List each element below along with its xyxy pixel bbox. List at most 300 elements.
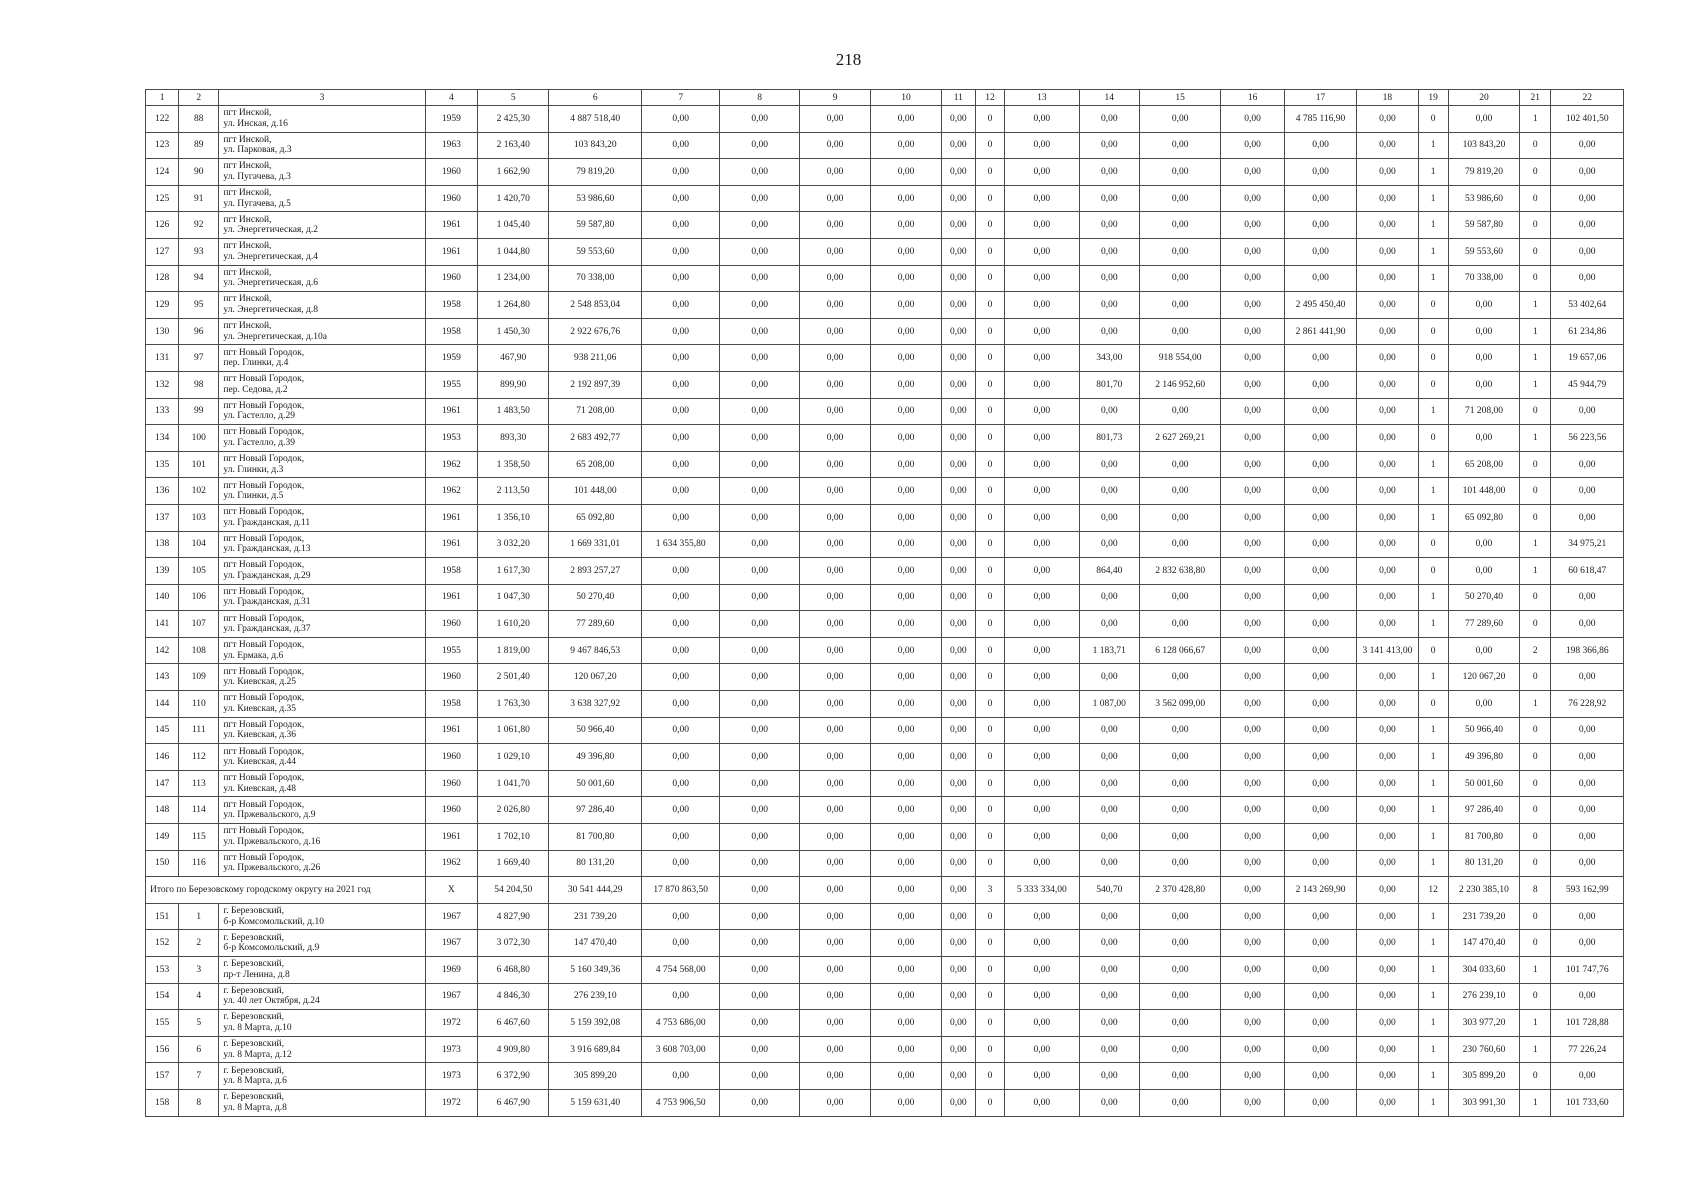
sub-number-cell: 6 — [179, 1036, 219, 1063]
value-cell: 0 — [1418, 371, 1448, 398]
address-locality: г. Березовский, — [223, 1092, 285, 1103]
value-cell: 0,00 — [720, 903, 799, 930]
value-cell: 1 — [1520, 691, 1551, 718]
value-cell: 0,00 — [1284, 238, 1356, 265]
value-cell: 0,00 — [1357, 664, 1418, 691]
value-cell: 65 092,80 — [1448, 504, 1519, 531]
value-cell: 0,00 — [1221, 106, 1284, 133]
value-cell: 0,00 — [1221, 292, 1284, 319]
row-number-cell: 157 — [146, 1063, 179, 1090]
row-number-cell: 125 — [146, 185, 179, 212]
value-cell: 4 753 906,50 — [641, 1089, 719, 1116]
address-cell — [219, 159, 425, 186]
table-row — [146, 478, 1624, 505]
value-cell: 0 — [975, 717, 1004, 744]
value-cell: 0 — [975, 930, 1004, 957]
value-cell: 1 044,80 — [477, 238, 548, 265]
value-cell: 0,00 — [1221, 451, 1284, 478]
address-street: ул. Энергетическая, д.4 — [223, 251, 319, 262]
address-cell — [219, 930, 425, 957]
value-cell: 0,00 — [641, 797, 719, 824]
value-cell: 0 — [1520, 983, 1551, 1010]
address-street: ул. 8 Марта, д.10 — [223, 1022, 292, 1033]
table-row — [146, 691, 1624, 718]
value-cell: 0,00 — [1005, 398, 1079, 425]
address-locality: пгт Инской, — [223, 108, 272, 119]
value-cell: 1 — [1418, 398, 1448, 425]
value-cell: 1960 — [425, 744, 477, 771]
address-cell — [219, 824, 425, 851]
value-cell: 0,00 — [799, 957, 870, 984]
value-cell: 79 819,20 — [1448, 159, 1519, 186]
value-cell: 198 366,86 — [1551, 637, 1624, 664]
address-locality: пгт Инской, — [223, 134, 272, 145]
value-cell: 0,00 — [1357, 1036, 1418, 1063]
value-cell: 0,00 — [871, 770, 941, 797]
row-number-cell: 145 — [146, 717, 179, 744]
value-cell: 0,00 — [799, 345, 870, 372]
value-cell: 0,00 — [1079, 132, 1139, 159]
value-cell: 0,00 — [641, 850, 719, 877]
value-cell: 0,00 — [1221, 797, 1284, 824]
column-header: 4 — [425, 90, 477, 106]
address-street: ул. Киевская, д.44 — [223, 757, 297, 768]
value-cell: 0,00 — [1079, 584, 1139, 611]
value-cell: 65 208,00 — [1448, 451, 1519, 478]
value-cell: 0,00 — [941, 238, 975, 265]
value-cell: 230 760,60 — [1448, 1036, 1519, 1063]
sub-number-cell: 108 — [179, 637, 219, 664]
address-locality: пгт Инской, — [223, 267, 272, 278]
value-cell: 1961 — [425, 398, 477, 425]
row-number-cell: 134 — [146, 425, 179, 452]
value-cell: 0,00 — [799, 478, 870, 505]
value-cell: 0,00 — [1284, 611, 1356, 638]
value-cell: 0,00 — [1284, 637, 1356, 664]
address-locality: г. Березовский, — [223, 985, 285, 996]
value-cell: 0,00 — [799, 425, 870, 452]
table-row — [146, 398, 1624, 425]
table-row — [146, 1063, 1624, 1090]
row-number-cell: 153 — [146, 957, 179, 984]
value-cell: 61 234,86 — [1551, 318, 1624, 345]
value-cell: 1 — [1520, 1010, 1551, 1037]
value-cell: 2 548 853,04 — [549, 292, 642, 319]
value-cell: 0,00 — [941, 1063, 975, 1090]
value-cell: 9 467 846,53 — [549, 637, 642, 664]
value-cell: 0,00 — [641, 744, 719, 771]
value-cell: 0 — [975, 504, 1004, 531]
sub-number-cell: 98 — [179, 371, 219, 398]
address-locality: пгт Новый Городок, — [223, 586, 305, 597]
value-cell: 0,00 — [1221, 398, 1284, 425]
value-cell: 1959 — [425, 345, 477, 372]
value-cell: 4 887 518,40 — [549, 106, 642, 133]
total-value-cell: Х — [425, 877, 477, 904]
sub-number-cell: 3 — [179, 957, 219, 984]
value-cell: 1 — [1418, 1089, 1448, 1116]
value-cell: 0,00 — [1284, 504, 1356, 531]
sub-number-cell: 92 — [179, 212, 219, 239]
value-cell: 1960 — [425, 611, 477, 638]
value-cell: 0,00 — [871, 371, 941, 398]
value-cell: 0,00 — [1551, 265, 1624, 292]
value-cell: 0,00 — [1139, 770, 1220, 797]
value-cell: 0,00 — [799, 770, 870, 797]
address-street: ул. Пржевальского, д.16 — [223, 836, 321, 847]
value-cell: 1 — [1418, 664, 1448, 691]
row-number-cell: 140 — [146, 584, 179, 611]
value-cell: 0,00 — [871, 185, 941, 212]
value-cell: 3 141 413,00 — [1357, 637, 1418, 664]
value-cell: 0,00 — [941, 797, 975, 824]
address-street: ул. Энергетическая, д.10а — [223, 331, 327, 342]
column-header: 5 — [477, 90, 548, 106]
value-cell: 0,00 — [799, 1036, 870, 1063]
value-cell: 0 — [975, 850, 1004, 877]
table-row — [146, 212, 1624, 239]
value-cell: 0,00 — [1079, 1010, 1139, 1037]
value-cell: 0,00 — [1357, 1010, 1418, 1037]
sub-number-cell: 113 — [179, 770, 219, 797]
sub-number-cell: 107 — [179, 611, 219, 638]
value-cell: 0,00 — [1221, 983, 1284, 1010]
address-street: ул. 40 лет Октября, д.24 — [223, 996, 320, 1007]
value-cell: 0 — [975, 478, 1004, 505]
address-street: ул. Глинки, д.5 — [223, 491, 284, 502]
address-locality: пгт Новый Городок, — [223, 454, 305, 465]
table-row — [146, 318, 1624, 345]
value-cell: 0,00 — [1221, 824, 1284, 851]
value-cell: 0,00 — [871, 451, 941, 478]
address-cell — [219, 318, 425, 345]
value-cell: 0,00 — [871, 957, 941, 984]
value-cell: 53 986,60 — [1448, 185, 1519, 212]
value-cell: 0 — [1418, 558, 1448, 585]
value-cell: 0,00 — [641, 637, 719, 664]
sub-number-cell: 90 — [179, 159, 219, 186]
value-cell: 0,00 — [1139, 1063, 1220, 1090]
row-number-cell: 131 — [146, 345, 179, 372]
value-cell: 4 785 116,90 — [1284, 106, 1356, 133]
value-cell: 71 208,00 — [1448, 398, 1519, 425]
value-cell: 0,00 — [1005, 770, 1079, 797]
value-cell: 6 467,60 — [477, 1010, 548, 1037]
sub-number-cell: 114 — [179, 797, 219, 824]
value-cell: 0,00 — [1357, 238, 1418, 265]
value-cell: 0,00 — [941, 664, 975, 691]
value-cell: 231 739,20 — [549, 903, 642, 930]
sub-number-cell: 97 — [179, 345, 219, 372]
value-cell: 0,00 — [871, 504, 941, 531]
value-cell: 0,00 — [1079, 850, 1139, 877]
value-cell: 1959 — [425, 106, 477, 133]
value-cell: 0,00 — [641, 106, 719, 133]
value-cell: 19 657,06 — [1551, 345, 1624, 372]
row-number-cell: 151 — [146, 903, 179, 930]
value-cell: 97 286,40 — [549, 797, 642, 824]
total-value-cell: 2 143 269,90 — [1284, 877, 1356, 904]
value-cell: 1 669 331,01 — [549, 531, 642, 558]
value-cell: 0,00 — [799, 265, 870, 292]
value-cell: 0,00 — [871, 318, 941, 345]
value-cell: 0,00 — [941, 1089, 975, 1116]
value-cell: 59 553,60 — [1448, 238, 1519, 265]
value-cell: 0,00 — [799, 159, 870, 186]
value-cell: 0,00 — [641, 824, 719, 851]
address-street: ул. Энергетическая, д.2 — [223, 225, 319, 236]
value-cell: 1 — [1418, 797, 1448, 824]
value-cell: 0 — [975, 1063, 1004, 1090]
value-cell: 0,00 — [1139, 744, 1220, 771]
sub-number-cell: 100 — [179, 425, 219, 452]
total-value-cell: 30 541 444,29 — [549, 877, 642, 904]
value-cell: 0,00 — [871, 558, 941, 585]
value-cell: 0,00 — [1284, 850, 1356, 877]
value-cell: 0,00 — [1139, 185, 1220, 212]
value-cell: 76 228,92 — [1551, 691, 1624, 718]
value-cell: 0,00 — [1139, 398, 1220, 425]
value-cell: 0 — [1520, 903, 1551, 930]
table-row — [146, 238, 1624, 265]
table-row — [146, 106, 1624, 133]
value-cell: 0,00 — [1551, 1063, 1624, 1090]
address-locality: пгт Новый Городок, — [223, 400, 305, 411]
value-cell: 0,00 — [1221, 371, 1284, 398]
value-cell: 2 922 676,76 — [549, 318, 642, 345]
value-cell: 918 554,00 — [1139, 345, 1220, 372]
value-cell: 0,00 — [1079, 504, 1139, 531]
value-cell: 0,00 — [641, 1063, 719, 1090]
value-cell: 0,00 — [1357, 903, 1418, 930]
sub-number-cell: 5 — [179, 1010, 219, 1037]
value-cell: 0,00 — [871, 637, 941, 664]
value-cell: 1958 — [425, 558, 477, 585]
table-row — [146, 717, 1624, 744]
value-cell: 0,00 — [799, 611, 870, 638]
table-row — [146, 531, 1624, 558]
value-cell: 4 753 686,00 — [641, 1010, 719, 1037]
total-value-cell: 17 870 863,50 — [641, 877, 719, 904]
total-value-cell: 540,70 — [1079, 877, 1139, 904]
value-cell: 0,00 — [799, 292, 870, 319]
value-cell: 0 — [1520, 478, 1551, 505]
value-cell: 0,00 — [1448, 106, 1519, 133]
value-cell: 0,00 — [1284, 425, 1356, 452]
address-street: ул. Пугачева, д.3 — [223, 171, 291, 182]
value-cell: 0 — [975, 159, 1004, 186]
value-cell: 1953 — [425, 425, 477, 452]
address-cell — [219, 637, 425, 664]
value-cell: 0,00 — [941, 903, 975, 930]
value-cell: 2 501,40 — [477, 664, 548, 691]
value-cell: 0,00 — [720, 425, 799, 452]
value-cell: 0,00 — [1079, 478, 1139, 505]
value-cell: 0,00 — [1079, 744, 1139, 771]
value-cell: 0,00 — [1284, 717, 1356, 744]
address-locality: пгт Новый Городок, — [223, 640, 305, 651]
value-cell: 899,90 — [477, 371, 548, 398]
value-cell: 0,00 — [1139, 132, 1220, 159]
value-cell: 102 401,50 — [1551, 106, 1624, 133]
value-cell: 2 192 897,39 — [549, 371, 642, 398]
row-number-cell: 128 — [146, 265, 179, 292]
value-cell: 0,00 — [799, 106, 870, 133]
value-cell: 147 470,40 — [1448, 930, 1519, 957]
value-cell: 0,00 — [1357, 1063, 1418, 1090]
value-cell: 0,00 — [720, 531, 799, 558]
value-cell: 0,00 — [941, 850, 975, 877]
value-cell: 50 270,40 — [1448, 584, 1519, 611]
row-number-cell: 154 — [146, 983, 179, 1010]
sub-number-cell: 88 — [179, 106, 219, 133]
value-cell: 0,00 — [720, 1036, 799, 1063]
value-cell: 1 — [1520, 345, 1551, 372]
sub-number-cell: 111 — [179, 717, 219, 744]
value-cell: 0 — [975, 398, 1004, 425]
value-cell: 0,00 — [1221, 717, 1284, 744]
value-cell: 1 — [1418, 930, 1448, 957]
address-locality: пгт Новый Городок, — [223, 799, 305, 810]
value-cell: 0,00 — [720, 398, 799, 425]
value-cell: 0,00 — [1551, 451, 1624, 478]
value-cell: 0,00 — [1139, 292, 1220, 319]
value-cell: 1 617,30 — [477, 558, 548, 585]
value-cell: 0,00 — [1357, 824, 1418, 851]
value-cell: 0 — [1520, 850, 1551, 877]
value-cell: 1 061,80 — [477, 717, 548, 744]
value-cell: 276 239,10 — [549, 983, 642, 1010]
value-cell: 0,00 — [941, 611, 975, 638]
value-cell: 0,00 — [941, 930, 975, 957]
value-cell: 0,00 — [871, 478, 941, 505]
value-cell: 0,00 — [1221, 930, 1284, 957]
value-cell: 0,00 — [1221, 611, 1284, 638]
sub-number-cell: 96 — [179, 318, 219, 345]
address-locality: пгт Новый Городок, — [223, 533, 305, 544]
address-cell — [219, 611, 425, 638]
total-value-cell: 0,00 — [799, 877, 870, 904]
row-number-cell: 143 — [146, 664, 179, 691]
value-cell: 0,00 — [641, 451, 719, 478]
value-cell: 0,00 — [720, 504, 799, 531]
value-cell: 0,00 — [1551, 238, 1624, 265]
value-cell: 0 — [975, 371, 1004, 398]
value-cell: 2 113,50 — [477, 478, 548, 505]
column-header: 16 — [1221, 90, 1284, 106]
value-cell: 1960 — [425, 185, 477, 212]
table-row — [146, 611, 1624, 638]
value-cell: 0 — [975, 1010, 1004, 1037]
value-cell: 1 420,70 — [477, 185, 548, 212]
value-cell: 0,00 — [1139, 1036, 1220, 1063]
value-cell: 0,00 — [1139, 318, 1220, 345]
value-cell: 0 — [975, 345, 1004, 372]
value-cell: 1 — [1520, 1036, 1551, 1063]
value-cell: 0,00 — [871, 1036, 941, 1063]
value-cell: 0 — [1520, 824, 1551, 851]
value-cell: 0 — [1520, 664, 1551, 691]
value-cell: 0,00 — [641, 292, 719, 319]
value-cell: 0,00 — [720, 265, 799, 292]
value-cell: 0,00 — [871, 292, 941, 319]
value-cell: 0,00 — [1139, 478, 1220, 505]
value-cell: 0,00 — [1005, 664, 1079, 691]
value-cell: 0,00 — [941, 770, 975, 797]
value-cell: 101 733,60 — [1551, 1089, 1624, 1116]
value-cell: 0,00 — [1005, 159, 1079, 186]
value-cell: 0,00 — [941, 717, 975, 744]
value-cell: 0,00 — [1139, 451, 1220, 478]
total-row — [146, 877, 1624, 904]
address-locality: г. Березовский, — [223, 1012, 285, 1023]
value-cell: 0,00 — [799, 558, 870, 585]
value-cell: 0,00 — [1357, 797, 1418, 824]
value-cell: 0,00 — [1005, 611, 1079, 638]
value-cell: 0,00 — [871, 238, 941, 265]
value-cell: 231 739,20 — [1448, 903, 1519, 930]
value-cell: 1 — [1418, 212, 1448, 239]
value-cell: 0,00 — [941, 504, 975, 531]
value-cell: 0,00 — [941, 1010, 975, 1037]
address-street: ул. Гастелло, д.39 — [223, 437, 295, 448]
value-cell: 0,00 — [1221, 185, 1284, 212]
value-cell: 0,00 — [1139, 824, 1220, 851]
value-cell: 0,00 — [1221, 558, 1284, 585]
value-cell: 1 819,00 — [477, 637, 548, 664]
value-cell: 0,00 — [1079, 451, 1139, 478]
value-cell: 0,00 — [1005, 1036, 1079, 1063]
address-cell — [219, 425, 425, 452]
value-cell: 0,00 — [720, 717, 799, 744]
value-cell: 0,00 — [1139, 265, 1220, 292]
address-street: ул. 8 Марта, д.6 — [223, 1076, 287, 1087]
value-cell: 0,00 — [641, 398, 719, 425]
value-cell: 0,00 — [720, 930, 799, 957]
value-cell: 0,00 — [1221, 345, 1284, 372]
row-number-cell: 136 — [146, 478, 179, 505]
value-cell: 49 396,80 — [549, 744, 642, 771]
value-cell: 0,00 — [1139, 584, 1220, 611]
value-cell: 0 — [975, 1036, 1004, 1063]
value-cell: 0,00 — [1005, 584, 1079, 611]
total-value-cell: 0,00 — [941, 877, 975, 904]
value-cell: 1 — [1418, 451, 1448, 478]
value-cell: 0,00 — [799, 132, 870, 159]
value-cell: 0,00 — [720, 850, 799, 877]
value-cell: 0,00 — [720, 238, 799, 265]
value-cell: 0,00 — [1139, 957, 1220, 984]
address-cell — [219, 531, 425, 558]
row-number-cell: 150 — [146, 850, 179, 877]
value-cell: 0,00 — [1448, 531, 1519, 558]
value-cell: 0,00 — [1005, 425, 1079, 452]
value-cell: 0,00 — [1357, 611, 1418, 638]
value-cell: 1 — [1520, 292, 1551, 319]
address-cell — [219, 584, 425, 611]
value-cell: 0,00 — [720, 744, 799, 771]
sub-number-cell: 104 — [179, 531, 219, 558]
value-cell: 0,00 — [1357, 558, 1418, 585]
address-locality: пгт Инской, — [223, 161, 272, 172]
value-cell: 0,00 — [871, 1010, 941, 1037]
value-cell: 59 587,80 — [1448, 212, 1519, 239]
value-cell: 4 754 568,00 — [641, 957, 719, 984]
value-cell: 0,00 — [720, 1089, 799, 1116]
address-locality: пгт Новый Городок, — [223, 613, 305, 624]
value-cell: 1 — [1520, 318, 1551, 345]
value-cell: 0,00 — [1284, 664, 1356, 691]
